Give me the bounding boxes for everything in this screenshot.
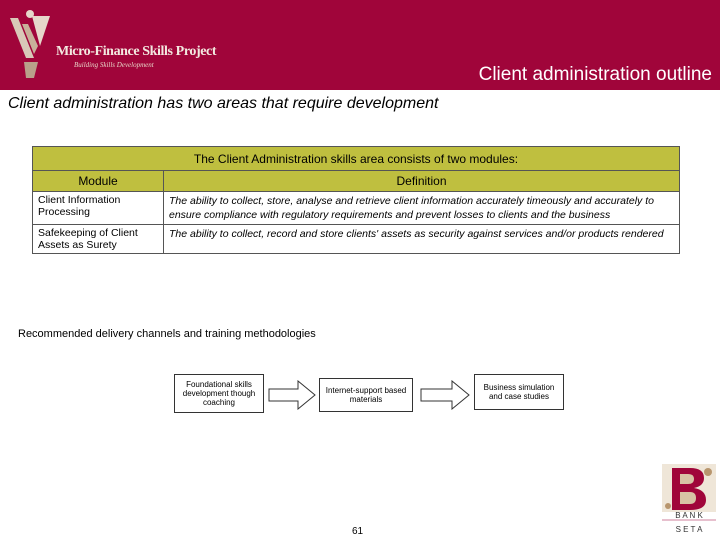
delivery-step-box: Internet-support based materials bbox=[319, 378, 413, 412]
slide-title: Client administration outline bbox=[478, 64, 712, 85]
bank-logo-line1: B A N K bbox=[675, 511, 703, 520]
delivery-step-box: Foundational skills development though coaching bbox=[174, 374, 264, 413]
bank-logo-line2: S E T A bbox=[675, 525, 703, 534]
table-header-row bbox=[33, 171, 680, 192]
modules-table bbox=[32, 146, 680, 254]
right-arrow-icon bbox=[420, 380, 470, 410]
logo-figure-icon bbox=[4, 6, 64, 82]
bank-seta-emblem-icon bbox=[660, 462, 718, 537]
module-cell: Client Information Processing bbox=[33, 192, 164, 225]
logo-tagline: Building Skills Development bbox=[74, 61, 154, 69]
right-arrow-icon bbox=[268, 380, 316, 410]
definition-cell: The ability to collect, record and store clients' assets as security against services and/or products rendered bbox=[164, 225, 680, 254]
subtitle: Client administration has two areas that require development bbox=[8, 95, 439, 112]
delivery-step-box: Business simulation and case studies bbox=[474, 374, 564, 410]
table-row bbox=[33, 192, 680, 225]
recommended-heading: Recommended delivery channels and training methodologies bbox=[18, 328, 316, 340]
table-caption-row bbox=[33, 147, 680, 171]
bank-seta-logo bbox=[660, 462, 718, 537]
micro-finance-logo bbox=[4, 6, 217, 82]
module-cell: Safekeeping of Client Assets as Surety bbox=[33, 225, 164, 254]
table-caption: The Client Administration skills area consists of two modules: bbox=[33, 147, 680, 171]
table-row bbox=[33, 225, 680, 254]
page-number: 61 bbox=[352, 526, 364, 537]
logo-name: Micro-Finance Skills Project bbox=[56, 44, 217, 59]
header-bar bbox=[0, 0, 720, 90]
column-header-definition: Definition bbox=[164, 171, 680, 192]
column-header-module: Module bbox=[33, 171, 164, 192]
definition-cell: The ability to collect, store, analyse and retrieve client information accurately timeously and accurately to ensure compliance with regulatory requirements and prevent losses to clients and the business bbox=[164, 192, 680, 225]
